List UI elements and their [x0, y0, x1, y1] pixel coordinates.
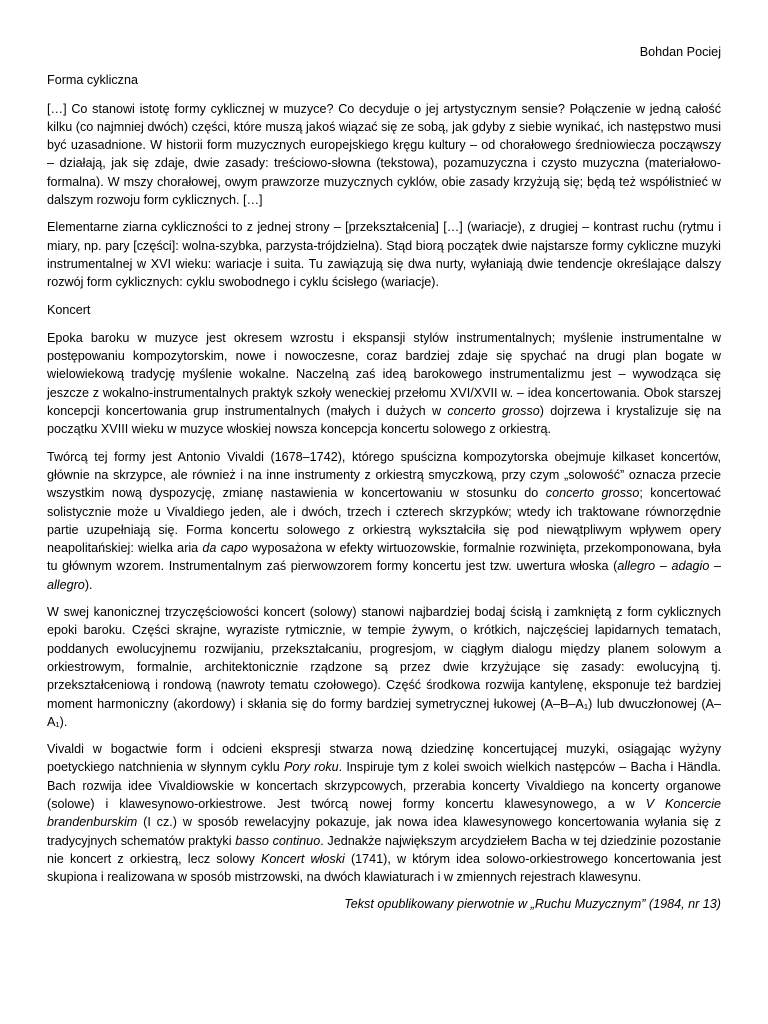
italic-term: da capo [202, 541, 248, 556]
paragraph: W swej kanonicznej trzyczęściowości koncert (solowy) stanowi najbardziej bodaj ścisłą i zamkniętą z form cyklicznych epoki baroku. Części skrajne, wyraziste rytmicznie, w tempie żywym, o krótkich, najczęściej lapidarnych tematach, poddanych ewolucyjnemu rozwijaniu, przekształcaniu, progresjom, w ciągłym dialogu między planem solowym a orkiestrowym, formalnie, architektonicznie rządzone są przez dwie krzyżujące się zasady: ewolucyjną tj. przekształceniową i rondową (nawroty tematu czołowego). Część środkowa rozwija kantylenę, eksponuje też bardziej moment harmoniczny (akordowy) i skłania się do formy bardziej symetrycznej łukowej (A–B–A₁) lub dwuczłonowej (A–A₁). [47, 605, 721, 729]
publication-note: Tekst opublikowany pierwotnie w „Ruchu Muzycznym” (1984, nr 13) [344, 897, 721, 912]
section-title-koncert: Koncert [47, 302, 91, 317]
section-title-forma-cykliczna: Forma cykliczna [47, 73, 138, 88]
author-name: Bohdan Pociej [639, 45, 721, 59]
paragraph: Vivaldi w bogactwie form i odcieni ekspresji stwarza nową dziedzinę koncertującej muzyki, osiągając wyżyny poetyckiego natchnienia w słynnym cyklu Pory roku. Inspiruje tym z kolei swoich wielkich następców – Bacha i Händla. Bach rozwija idee Vivaldiowskie w koncertach skrzypcowych, przerabia koncerty Vivaldiego na koncerty organowe (solowe) i klawesynowo-orkiestrowe. Jest twórcą nowej formy koncertu klawesynowego, a w V Koncercie brandenburskim (I cz.) w sposób rewelacyjny pokazuje, jak nowa idea klawesynowego koncertowania wyłania się z tradycyjnych schematów praktyki basso continuo. Jednakże największym arcydziełem Bacha w tej dziedzinie pozostanie nie koncert z orkiestrą, lecz solowy Koncert włoski (1741), w którym idea solowo-orkiestrowego koncertowania jest skupiona i realizowana w sposób mistrzowski, na dwóch klawiaturach i w zmiennych rejestrach klawesynu. [47, 742, 721, 885]
italic-term: concerto grosso [545, 486, 640, 501]
italic-term: V Koncercie brandenburskim [47, 796, 721, 830]
italic-term: Koncert włoski [260, 851, 345, 866]
italic-term: Pory roku [283, 760, 339, 775]
italic-term: concerto grosso [447, 404, 540, 419]
paragraph: Elementarne ziarna cykliczności to z jednej strony – [przekształcenia] […] (wariacje), z drugiej – kontrast ruchu (rytmu i miary, np. pary [części]: wolna-szybka, parzysta-trójdzielna). Stąd biorą początek dwie najstarsze formy cykliczne muzyki instrumentalnej w XVI wieku: wariacje i suita. Tu zawiązują się dwa nurty, wyłaniają dwie tendencje określające dalszy rozwój form cyklicznych: cyklu swobodnego i cyklu ścisłego (wariacje). [47, 220, 721, 290]
paragraph: Epoka baroku w muzyce jest okresem wzrostu i ekspansji stylów instrumentalnych; myślenie instrumentalne w postępowaniu kompozytorskim, nowe i nowoczesne, coraz bardziej zdaje się spychać na drugi plan bogate w wielowiekową tradycję myślenie wokalne. Naczelną zaś ideą barokowego instrumentalizmu jest – wywodząca się jeszcze z wokalno-instrumentalnych praktyk szkoły weneckiej przełomu XVI/XVII w. – idea koncertowania. Obok starszej koncepcji koncertowania grup instrumentalnych (małych i dużych w concerto grosso) dojrzewa i krystalizuje się na początku XVIII wieku w muzyce włoskiej nowsza koncepcja koncertu solowego z orkiestrą. [47, 330, 721, 437]
paragraph: Twórcą tej formy jest Antonio Vivaldi (1678–1742), którego spuścizna kompozytorska obejmuje kilkaset koncertów, głównie na skrzypce, ale również i na inne instrumenty z orkiestrą smyczkową, przy czym „solowość” oznacza przecie wszystkim nową dyspozycję, zmianę nastawienia w koncertowaniu w stosunku do concerto grosso; koncertować solistycznie może u Vivaldiego jeden, ale i dwóch, trzech i czterech skrzypków; wtedy ich traktowane równorzędnie partie uzupełniają się. Forma koncertu solowego z orkiestrą wykształciła się pod niewątpliwym wpływem opery neapolitańskiej: wielka aria da capo wyposażona w efekty wirtuozowskie, formalnie rozwinięta, przekomponowana, była tu głównym wzorem. Instrumentalnym zaś pierwowzorem formy koncertu jest tzw. uwertura włoska (allegro – adagio – allegro). [47, 449, 721, 592]
italic-term: allegro – adagio – allegro [47, 559, 721, 592]
paragraph: […] Co stanowi istotę formy cyklicznej w muzyce? Co decyduje o jej artystycznym sensie? Połączenie w jedną całość kilku (co najmniej dwóch) części, które muszą jakoś wiązać się ze sobą, jak gdyby z siebie wynikać, ich następstwo musi być uzasadnione. W historii form muzycznych europejskiego kręgu kultury – od chorałowego średniowiecza począwszy – działają, jak się zdaje, dwie zasady: treściowo-słowna (tekstowa), pozamuzyczna i czysto muzyczna (materiałowo-formalna). W mszy chorałowej, owym prawzorze muzycznych cyklów, obie zasady krzyżują się; będą też współistnieć w dalszym rozwoju form cyklicznych. […] [47, 101, 721, 208]
italic-term: basso continuo [235, 833, 321, 848]
